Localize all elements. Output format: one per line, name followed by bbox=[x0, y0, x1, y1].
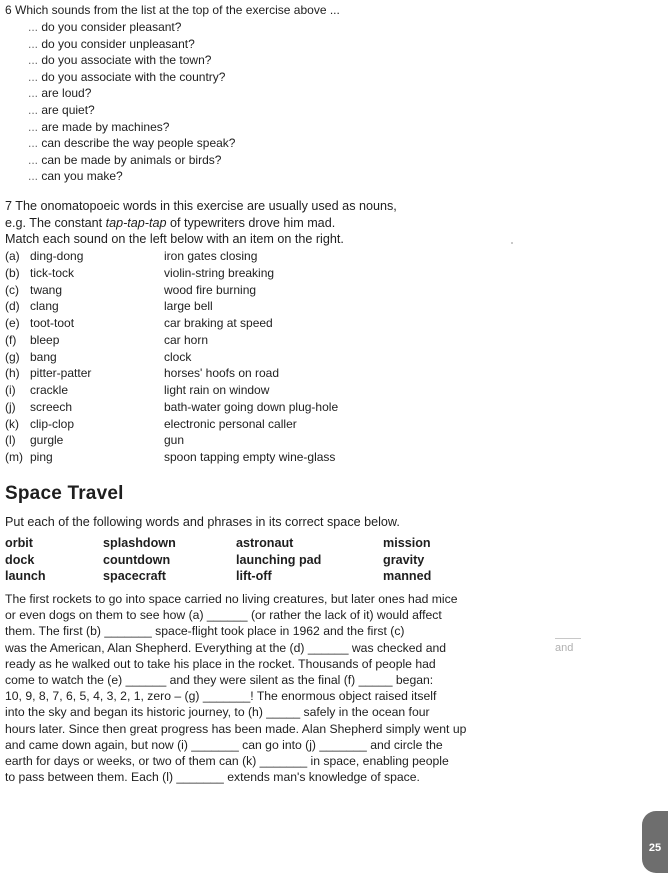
question-item bbox=[28, 168, 235, 185]
word-bank-row bbox=[5, 552, 475, 569]
ellipsis-marker: ... bbox=[28, 169, 42, 184]
question-item bbox=[28, 135, 235, 152]
paragraph-line: hours later. Since then great progress has been made. Alan Shepherd simply went up bbox=[5, 721, 467, 736]
exercise-6-question-list bbox=[28, 19, 235, 185]
question-text: are loud? bbox=[41, 86, 92, 101]
sound-word: gurgle bbox=[30, 433, 64, 448]
ellipsis-marker: ... bbox=[28, 69, 42, 84]
question-text: can describe the way people speak? bbox=[41, 136, 236, 151]
word-bank-row bbox=[5, 568, 475, 585]
space-travel-instruction: Put each of the following words and phrases in its correct space below. bbox=[5, 515, 400, 529]
word-bank-term: mission bbox=[383, 536, 431, 550]
sound-source: clock bbox=[164, 349, 192, 364]
row-letter: (g) bbox=[5, 349, 20, 364]
scan-speck bbox=[511, 242, 513, 244]
sound-source: electronic personal caller bbox=[164, 416, 297, 431]
ellipsis-marker: ... bbox=[28, 36, 42, 51]
sound-word: crackle bbox=[30, 383, 69, 397]
ellipsis-marker: ... bbox=[28, 86, 42, 101]
paragraph-line: The first rockets to go into space carried no living creatures, but later ones had mice bbox=[5, 592, 458, 606]
word-bank-term: gravity bbox=[383, 552, 425, 567]
exercise-7-instruction: Match each sound on the left below with an item on the right. bbox=[5, 232, 344, 246]
word-bank-term: astronaut bbox=[236, 536, 294, 550]
sound-source: car braking at speed bbox=[164, 316, 273, 330]
sound-word: toot-toot bbox=[30, 316, 75, 330]
sound-source: bath-water going down plug-hole bbox=[164, 399, 339, 414]
sound-source: gun bbox=[164, 433, 185, 448]
ellipsis-marker: ... bbox=[28, 102, 42, 117]
example-suffix: of typewriters drove him mad. bbox=[166, 215, 336, 230]
question-item bbox=[28, 102, 235, 119]
exercise-6-heading: 6 Which sounds from the list at the top of the exercise above ... bbox=[5, 3, 340, 17]
question-item bbox=[28, 152, 235, 169]
row-letter: (i) bbox=[5, 383, 16, 397]
paragraph-line: or even dogs on them to see how (a) ______ (or rather the lack of it) would affect bbox=[5, 608, 442, 623]
word-bank-term: dock bbox=[5, 552, 35, 567]
sound-source: violin-string breaking bbox=[164, 265, 275, 280]
exercise-7-intro bbox=[5, 198, 465, 248]
ellipsis-marker: ... bbox=[28, 53, 42, 68]
exercise-7-example bbox=[5, 215, 465, 232]
question-item bbox=[28, 119, 235, 136]
sound-word: clang bbox=[30, 299, 59, 314]
sound-word: clip-clop bbox=[30, 416, 75, 431]
row-letter: (a) bbox=[5, 249, 20, 263]
sound-word: ping bbox=[30, 450, 53, 464]
exercise-7-line-1: 7 The onomatopoeic words in this exercise are usually used as nouns, bbox=[5, 199, 397, 213]
row-letter: (e) bbox=[5, 316, 20, 330]
paragraph-line: was the American, Alan Shepherd. Everything at the (d) ______ was checked and bbox=[5, 640, 447, 655]
paragraph-line: and came down again, but now (i) _______ can go into (j) _______ and circle the bbox=[5, 737, 443, 752]
paragraph-line: come to watch the (e) ______ and they were silent as the final (f) _____ began: bbox=[5, 673, 434, 688]
sound-word: ding-dong bbox=[30, 249, 84, 263]
question-text: do you associate with the town? bbox=[41, 53, 212, 68]
row-letter: (f) bbox=[5, 332, 17, 347]
row-letter: (k) bbox=[5, 416, 19, 431]
row-letter: (m) bbox=[5, 450, 23, 464]
question-text: are quiet? bbox=[41, 102, 95, 117]
question-item bbox=[28, 85, 235, 102]
word-bank-term: launching pad bbox=[236, 552, 322, 567]
question-text: can you make? bbox=[41, 169, 123, 184]
example-prefix: e.g. The constant bbox=[5, 215, 106, 230]
question-item bbox=[28, 69, 235, 86]
question-item bbox=[28, 19, 235, 36]
row-letter: (l) bbox=[5, 433, 16, 448]
question-text: can be made by animals or birds? bbox=[41, 152, 222, 167]
sound-word: screech bbox=[30, 399, 73, 414]
question-text: do you consider pleasant? bbox=[41, 20, 182, 34]
question-text: do you associate with the country? bbox=[41, 69, 226, 84]
word-bank-term: countdown bbox=[103, 552, 171, 567]
sound-word: tick-tock bbox=[30, 265, 75, 280]
example-italic-word: tap-tap-tap bbox=[105, 215, 167, 230]
paragraph-line: 10, 9, 8, 7, 6, 5, 4, 3, 2, 1, zero – (g) _______! The enormous object raised itself bbox=[5, 689, 437, 704]
gap-fill-paragraph bbox=[5, 591, 490, 785]
question-item bbox=[28, 36, 235, 53]
word-bank-term: orbit bbox=[5, 536, 33, 550]
page-number: 25 bbox=[648, 842, 662, 854]
row-letter: (h) bbox=[5, 366, 20, 381]
paragraph-line: earth for days or weeks, or two of them can (k) _______ in space, enabling people bbox=[5, 754, 449, 769]
paragraph-line: into the sky and began its historic journey, to (h) _____ safely in the ocean four bbox=[5, 705, 430, 720]
ellipsis-marker: ... bbox=[28, 20, 42, 34]
word-bank-term: splashdown bbox=[103, 536, 176, 550]
paragraph-line: to pass between them. Each (l) _______ extends man's knowledge of space. bbox=[5, 770, 420, 785]
sound-source: large bell bbox=[164, 299, 213, 314]
word-bank bbox=[5, 535, 475, 585]
paragraph-line: them. The first (b) _______ space-flight took place in 1962 and the first (c) bbox=[5, 624, 405, 639]
word-bank-term: lift-off bbox=[236, 569, 272, 583]
sound-source: horses' hoofs on road bbox=[164, 366, 280, 381]
sound-source: light rain on window bbox=[164, 383, 270, 397]
sound-source: car horn bbox=[164, 332, 209, 347]
word-bank-row bbox=[5, 535, 475, 552]
sound-word: bang bbox=[30, 349, 57, 364]
sound-word: bleep bbox=[30, 332, 60, 347]
sound-source: spoon tapping empty wine-glass bbox=[164, 450, 336, 464]
question-text: do you consider unpleasant? bbox=[41, 36, 195, 51]
row-letter: (b) bbox=[5, 265, 20, 280]
word-bank-term: manned bbox=[383, 569, 432, 583]
sound-word: twang bbox=[30, 282, 63, 297]
ellipsis-marker: ... bbox=[28, 136, 42, 151]
margin-note: and bbox=[555, 642, 574, 654]
question-text: are made by machines? bbox=[41, 119, 170, 134]
margin-rule bbox=[555, 638, 581, 639]
row-letter: (c) bbox=[5, 282, 19, 297]
sound-source: iron gates closing bbox=[164, 249, 258, 263]
ellipsis-marker: ... bbox=[28, 152, 42, 167]
paragraph-line: ready as he walked out to take his place in the rocket. Thousands of people had bbox=[5, 656, 436, 671]
ellipsis-marker: ... bbox=[28, 119, 42, 134]
section-title: Space Travel bbox=[5, 483, 124, 504]
row-letter: (d) bbox=[5, 299, 20, 314]
question-item bbox=[28, 52, 235, 69]
word-bank-term: launch bbox=[5, 569, 46, 583]
sound-word: pitter-patter bbox=[30, 366, 92, 381]
sound-source: wood fire burning bbox=[164, 282, 257, 297]
row-letter: (j) bbox=[5, 399, 16, 414]
word-bank-term: spacecraft bbox=[103, 569, 167, 583]
